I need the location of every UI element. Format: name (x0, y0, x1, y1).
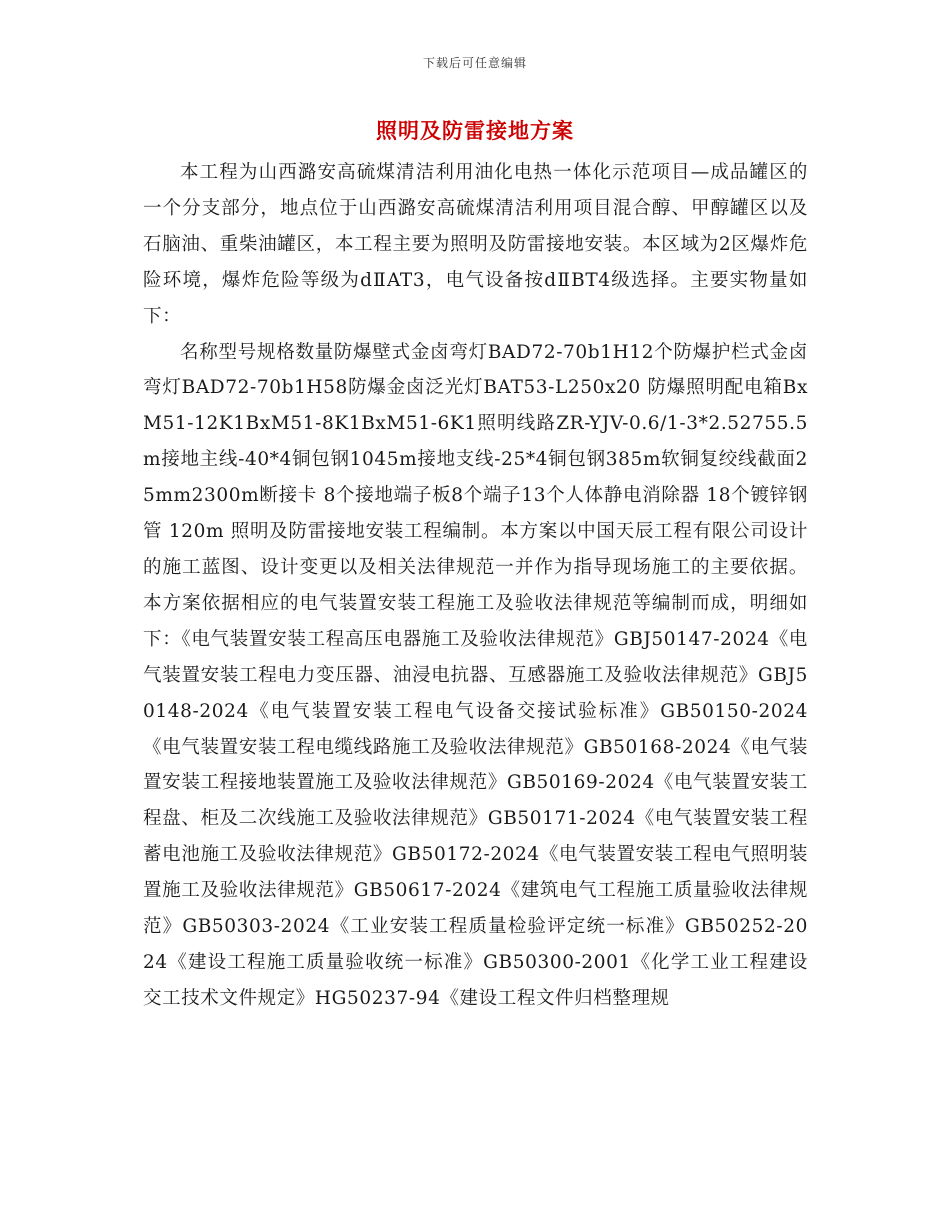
document-title: 照明及防雷接地方案 (376, 118, 574, 143)
paragraph-quantities-and-standards: 名称型号规格数量防爆壁式金卤弯灯BAD72-70b1H12个防爆护栏式金卤弯灯BAD72-70b1H58防爆金卤泛光灯BAT53-L250x20 防爆照明配电箱BxM51-12K1BxM51-8K1BxM51-6K1照明线路ZR-YJV-0.6/1-3*2.52755.5m接地主线-40*4铜包钢1045m接地支线-25*4铜包钢385m软铜复绞线截面25mm2300m断接卡 8个接地端子板8个端子13个人体静电消除器 18个镀锌钢管 120m 照明及防雷接地安装工程编制。本方案以中国天辰工程有限公司设计的施工蓝图、设计变更以及相关法律规范一并作为指导现场施工的主要依据。 本方案依据相应的电气装置安装工程施工及验收法律规范等编制而成，明细如下：《电气装置安装工程高压电器施工及验收法律规范》GBJ50147-2024《电气装置安装工程电力变压器、油浸电抗器、互感器施工及验收法律规范》GBJ50148-2024《电气装置安装工程电气设备交接试验标准》GB50150-2024《电气装置安装工程电缆线路施工及验收法律规范》GB50168-2024《电气装置安装工程接地装置施工及验收法律规范》GB50169-2024《电气装置安装工程盘、柜及二次线施工及验收法律规范》GB50171-2024《电气装置安装工程蓄电池施工及验收法律规范》GB50172-2024《电气装置安装工程电气照明装置施工及验收法律规范》GB50617-2024《建筑电气工程施工质量验收法律规范》GB50303-2024《工业安装工程质量检验评定统一标准》GB50252-2024《建设工程施工质量验收统一标准》GB50300-2001《化学工业工程建设交工技术文件规定》HG50237-94《建设工程文件归档整理规 (143, 341, 808, 1009)
page-header-note: 下载后可任意编辑 (422, 56, 527, 70)
paragraph-project-overview: 本工程为山西潞安高硫煤清洁利用油化电热一体化示范项目—成品罐区的一个分支部分，地点位于山西潞安高硫煤清洁利用项目混合醇、甲醇罐区以及石脑油、重柴油罐区，本工程主要为照明及防雷接地安装。本区域为2区爆炸危险环境，爆炸危险等级为dⅡAT3，电气设备按dⅡBT4级选择。主要实物量如下： (143, 162, 808, 327)
document-body (143, 155, 808, 1017)
